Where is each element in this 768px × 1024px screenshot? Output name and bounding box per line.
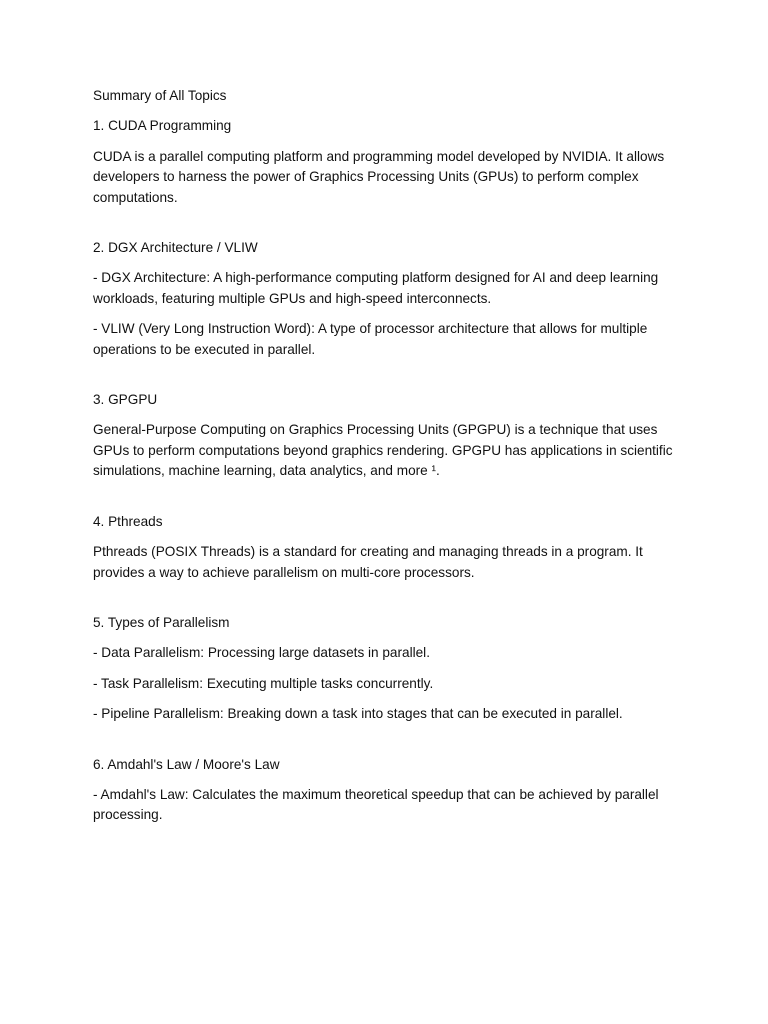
section-spacer: [93, 492, 678, 512]
section-heading-cuda: 1. CUDA Programming: [93, 118, 232, 134]
section-paragraph: - Amdahl's Law: Calculates the maximum theoretical speedup that can be achieved by parallel processing.: [93, 786, 659, 823]
section-paragraph: CUDA is a parallel computing platform and programming model developed by NVIDIA. It allows developers to harness the power of Graphics Processing Units (GPUs) to perform complex computations.: [93, 148, 665, 205]
section-heading-laws: 6. Amdahl's Law / Moore's Law: [93, 756, 280, 772]
section-paragraph: Pthreads (POSIX Threads) is a standard for creating and managing threads in a program. It provides a way to achieve parallelism on multi-core processors.: [93, 544, 643, 580]
section-paragraph: - Task Parallelism: Executing multiple tasks concurrently.: [93, 675, 434, 691]
section-spacer: [93, 218, 678, 238]
section-spacer: [93, 735, 678, 755]
section-spacer: [93, 593, 678, 613]
section-paragraph: - VLIW (Very Long Instruction Word): A type of processor architecture that allows for multiple operations to be executed in parallel.: [93, 321, 648, 357]
section-spacer: [93, 370, 678, 390]
section-paragraph: - Data Parallelism: Processing large datasets in parallel.: [93, 645, 430, 661]
document-body: [93, 86, 678, 836]
section-heading-gpgpu: 3. GPGPU: [93, 392, 158, 408]
section-paragraph: General-Purpose Computing on Graphics Processing Units (GPGPU) is a technique that uses GPUs to perform computations beyond graphics rendering. GPGPU has applications in scientific simulations, machine learning, data analytics, and more ¹.: [93, 422, 673, 479]
section-heading-parallelism: 5. Types of Parallelism: [93, 614, 230, 630]
section-paragraph: - Pipeline Parallelism: Breaking down a task into stages that can be executed in parallel.: [93, 706, 623, 722]
section-heading-dgx-vliw: 2. DGX Architecture / VLIW: [93, 240, 258, 256]
document-title: Summary of All Topics: [93, 88, 227, 103]
section-paragraph: - DGX Architecture: A high-performance computing platform designed for AI and deep learning workloads, featuring multiple GPUs and high-speed interconnects.: [93, 270, 659, 306]
section-heading-pthreads: 4. Pthreads: [93, 513, 163, 529]
